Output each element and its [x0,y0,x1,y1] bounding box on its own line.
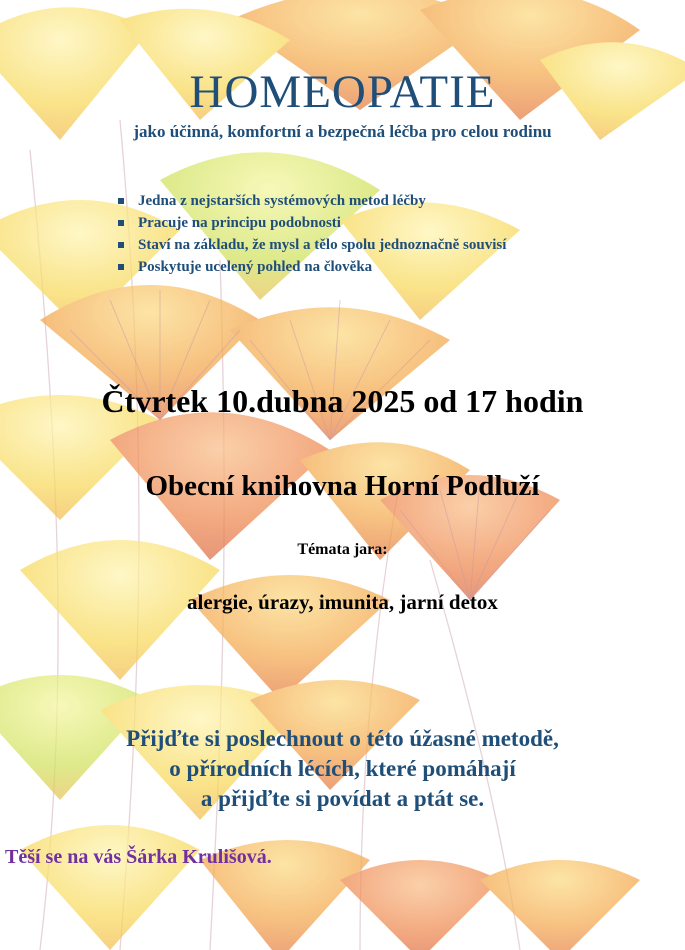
invitation-text [0,724,685,814]
topics-list: alergie, úrazy, imunita, jarní detox [187,590,498,614]
poster-subtitle: jako účinná, komfortní a bezpečná léčba pro celou rodinu [133,122,552,141]
list-item: Staví na základu, že mysl a tělo spolu jednoznačně souvisí [118,234,506,256]
poster-title: HOMEOPATIE [189,66,496,118]
signature: Těší se na vás Šárka Krulišová. [5,846,272,868]
invitation-line: o přírodních lécích, které pomáhají [169,756,516,781]
invitation-line: Přijďte si poslechnout o této úžasné metodě, [126,726,559,751]
square-bullet-icon [118,242,124,248]
square-bullet-icon [118,198,124,204]
list-item: Poskytuje ucelený pohled na člověka [118,256,506,278]
event-date: Čtvrtek 10.dubna 2025 od 17 hodin [101,383,584,419]
invitation-line: a přijďte si povídat a ptát se. [200,786,485,811]
list-item: Jedna z nejstarších systémových metod léčby [118,190,506,212]
topics-label: Témata jara: [297,541,388,558]
list-item: Pracuje na principu podobnosti [118,212,506,234]
square-bullet-icon [118,264,124,270]
square-bullet-icon [118,220,124,226]
event-venue: Obecní knihovna Horní Podluží [145,470,540,502]
feature-list [118,190,506,278]
